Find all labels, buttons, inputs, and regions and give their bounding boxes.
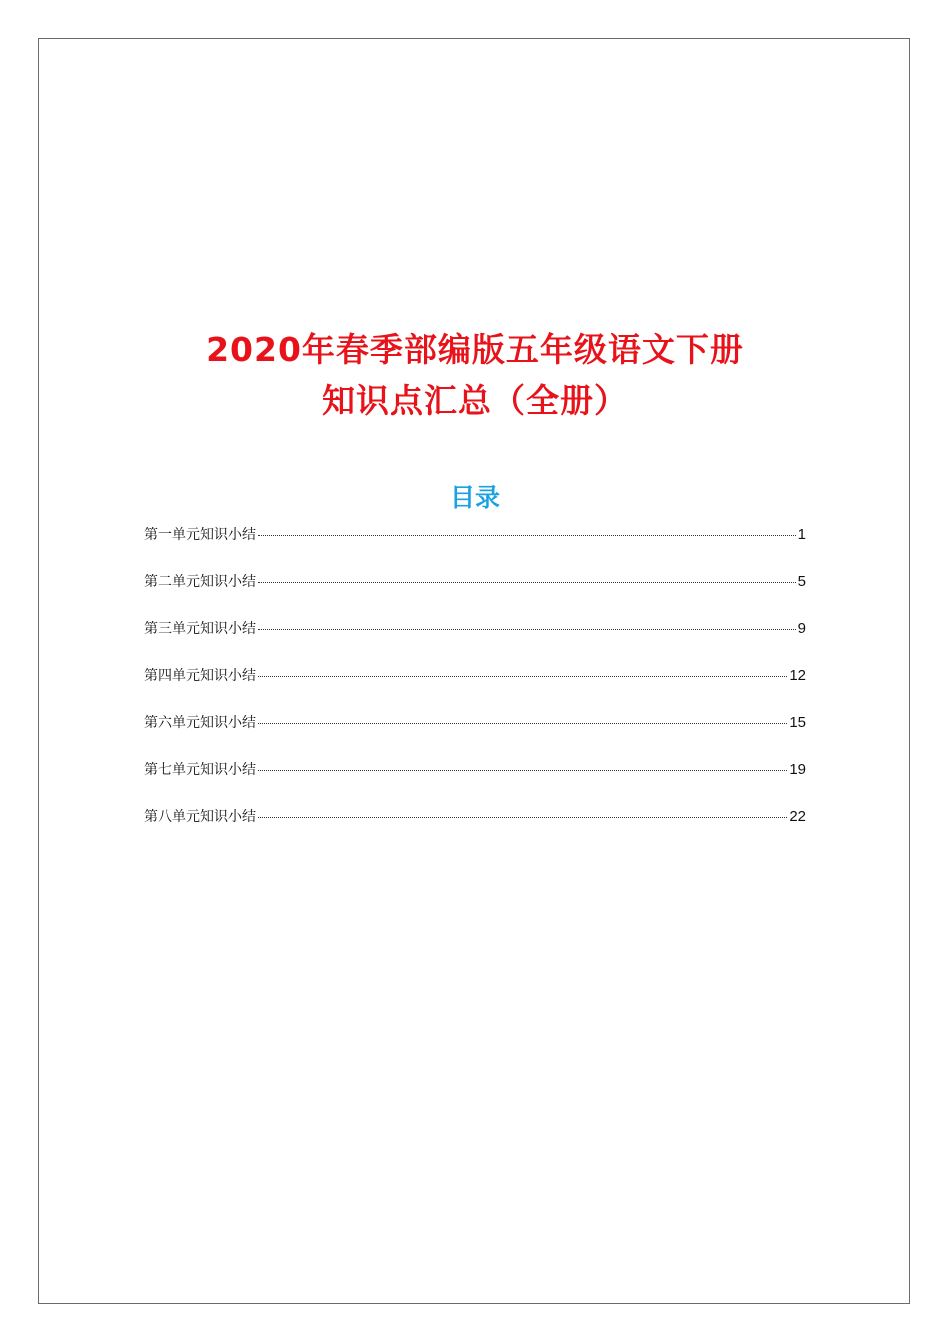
toc-dot-leader bbox=[258, 676, 787, 677]
toc-entry-unit-4[interactable] bbox=[144, 665, 806, 712]
toc-entry-label: 第八单元知识小结 bbox=[144, 809, 256, 825]
toc-entry-label: 第四单元知识小结 bbox=[144, 668, 256, 684]
toc-entry-page: 19 bbox=[789, 761, 806, 778]
toc-entry-label: 第七单元知识小结 bbox=[144, 762, 256, 778]
toc-entry-page: 9 bbox=[797, 620, 806, 637]
toc-dot-leader bbox=[258, 582, 796, 583]
toc-entry-page: 22 bbox=[789, 808, 806, 825]
toc-entry-unit-6[interactable] bbox=[144, 712, 806, 759]
toc-dot-leader bbox=[258, 817, 787, 818]
document-title-line1: 2020年春季部编版五年级语文下册 bbox=[206, 330, 744, 369]
toc-entry-unit-1[interactable] bbox=[144, 524, 806, 571]
toc-entry-page: 1 bbox=[797, 526, 806, 543]
toc-heading: 目录 bbox=[449, 483, 500, 512]
toc-entry-label: 第六单元知识小结 bbox=[144, 715, 256, 731]
toc-entry-page: 12 bbox=[789, 667, 806, 684]
table-of-contents bbox=[144, 524, 806, 853]
document-title-line2: 知识点汇总（全册） bbox=[322, 381, 628, 420]
toc-entry-label: 第二单元知识小结 bbox=[144, 574, 256, 590]
toc-entry-unit-2[interactable] bbox=[144, 571, 806, 618]
toc-dot-leader bbox=[258, 535, 796, 536]
toc-entry-unit-8[interactable] bbox=[144, 806, 806, 853]
toc-dot-leader bbox=[258, 723, 787, 724]
toc-dot-leader bbox=[258, 770, 787, 771]
toc-entry-unit-3[interactable] bbox=[144, 618, 806, 665]
toc-entry-page: 15 bbox=[789, 714, 806, 731]
toc-dot-leader bbox=[258, 629, 796, 630]
toc-entry-page: 5 bbox=[797, 573, 806, 590]
toc-entry-label: 第三单元知识小结 bbox=[144, 621, 256, 637]
toc-entry-unit-7[interactable] bbox=[144, 759, 806, 806]
toc-entry-label: 第一单元知识小结 bbox=[144, 527, 256, 543]
